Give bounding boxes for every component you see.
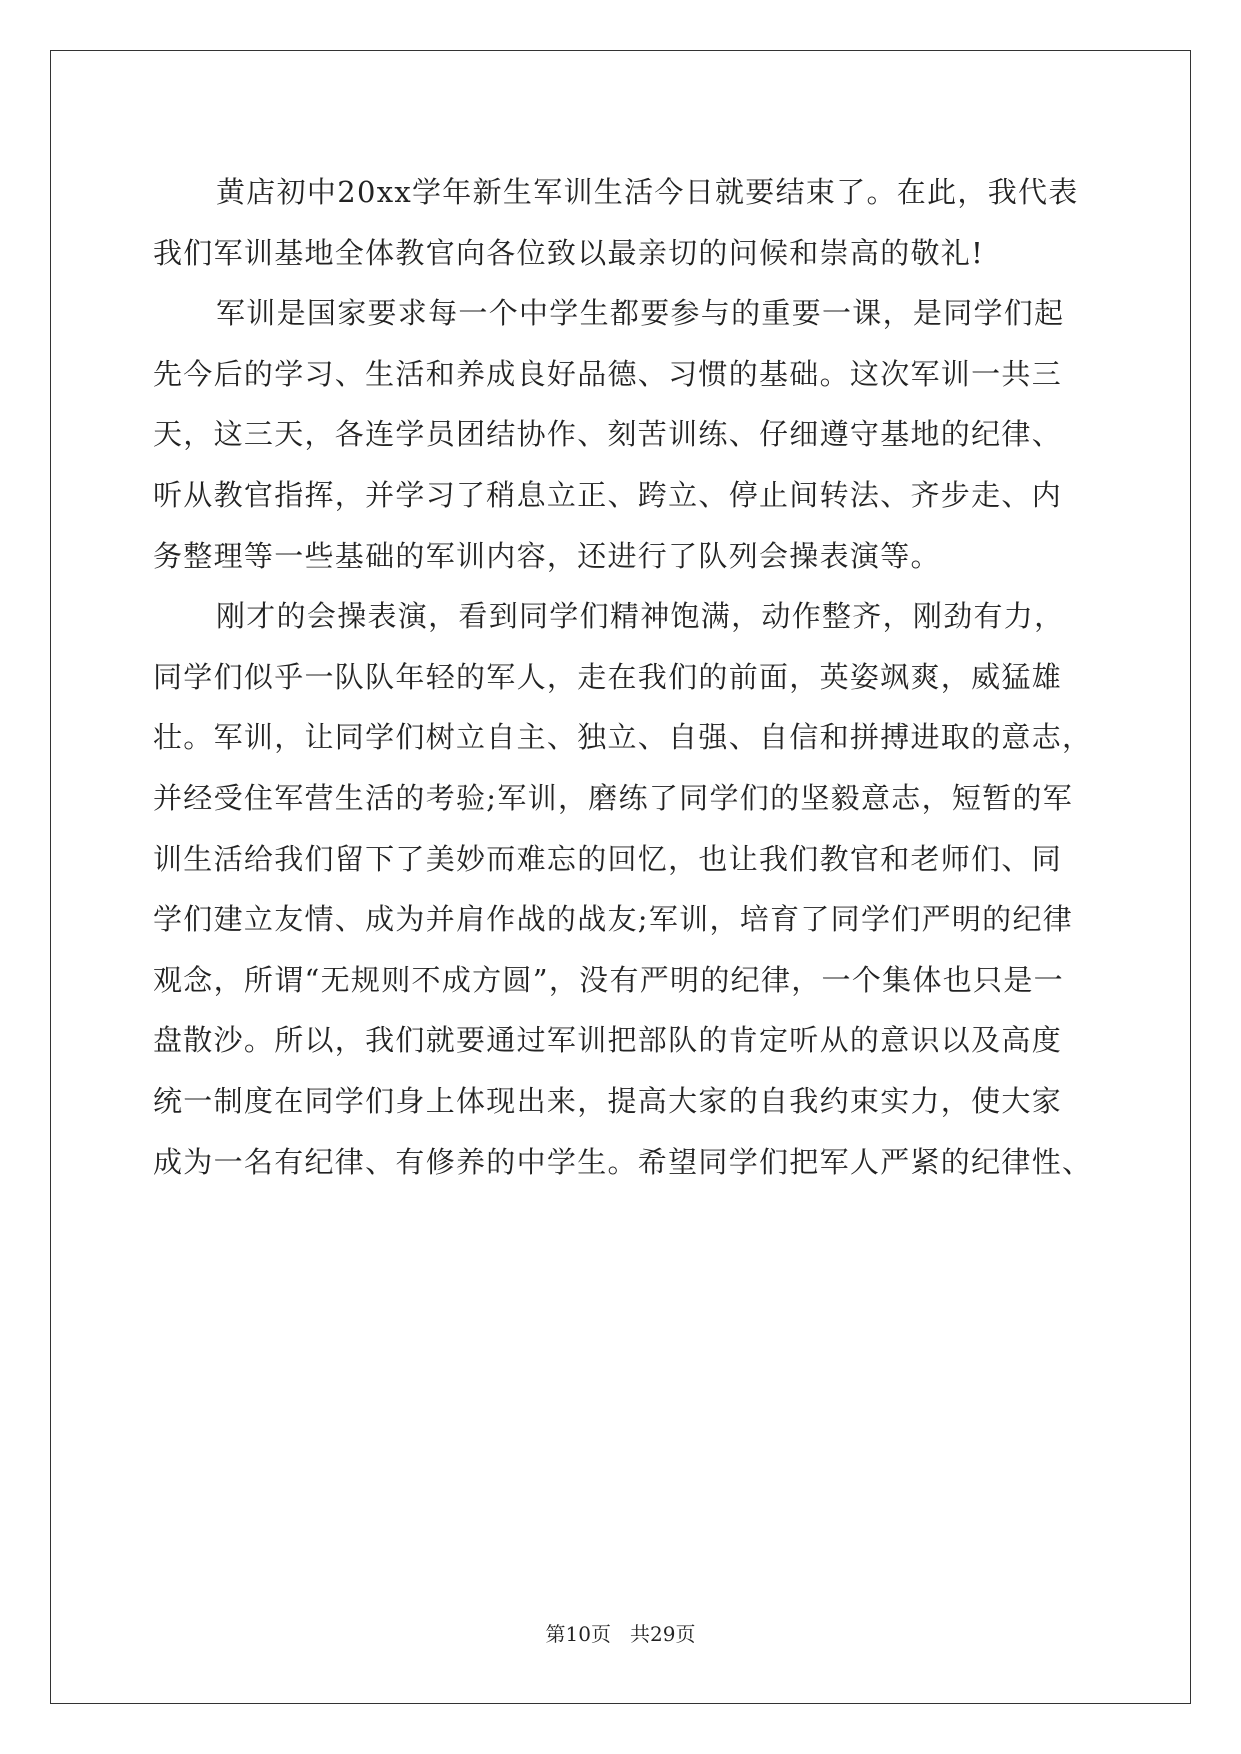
paragraph-2-line-3: 天，这三天，各连学员团结协作、刻苦训练、仔细遵守基地的纪律、 [153,417,1063,452]
paragraph-3-line-5: 训生活给我们留下了美妙而难忘的回忆，也让我们教官和老师们、同 [153,841,1063,876]
total-label-suffix: 页 [675,1622,696,1646]
total-label-prefix: 共 [630,1622,651,1646]
total-pages-number: 29 [650,1622,676,1646]
paragraph-3-line-3: 壮。军训，让同学们树立自主、独立、自强、自信和拼搏进取的意志， [153,720,1093,755]
paragraph-3-line-4: 并经受住军营生活的考验;军训，磨练了同学们的坚毅意志，短暂的军 [153,780,1074,815]
paragraph-3-line-7: 观念，所谓“无规则不成方圆”，没有严明的纪律，一个集体也只是一 [153,962,1064,997]
page-label-prefix: 第 [545,1622,566,1646]
paragraph-3-line-10: 成为一名有纪律、有修养的中学生。希望同学们把军人严紧的纪律性、 [153,1144,1093,1179]
paragraph-3-line-1: 刚才的会操表演，看到同学们精神饱满，动作整齐，刚劲有力， [216,599,1065,634]
paragraph-3-line-2: 同学们似乎一队队年轻的军人，走在我们的前面，英姿飒爽，威猛雄 [153,659,1063,694]
page-label-suffix: 页 [590,1622,611,1646]
document-body [153,162,1093,1192]
paragraph-2-line-4: 听从教官指挥，并学习了稍息立正、跨立、停止间转法、齐步走、内 [153,477,1063,512]
paragraph-3-line-8: 盘散沙。所以，我们就要通过军训把部队的肯定听从的意识以及高度 [153,1023,1063,1058]
paragraph-1-line-1: 黄店初中20xx学年新生军训生活今日就要结束了。在此，我代表 [216,175,1079,209]
paragraph-2-line-1: 军训是国家要求每一个中学生都要参与的重要一课，是同学们起 [216,296,1065,331]
page-footer [0,1622,1241,1646]
paragraph-2-line-5: 务整理等一些基础的军训内容，还进行了队列会操表演等。 [153,538,941,573]
paragraph-1-line-2: 我们军训基地全体教官向各位致以最亲切的问候和崇高的敬礼! [153,235,985,270]
current-page-number: 10 [565,1622,591,1646]
paragraph-3-line-6: 学们建立友情、成为并肩作战的战友;军训，培育了同学们严明的纪律 [153,902,1074,937]
paragraph-2-line-2: 先今后的学习、生活和养成良好品德、习惯的基础。这次军训一共三 [153,356,1063,391]
paragraph-3-line-9: 统一制度在同学们身上体现出来，提高大家的自我约束实力，使大家 [153,1083,1063,1118]
